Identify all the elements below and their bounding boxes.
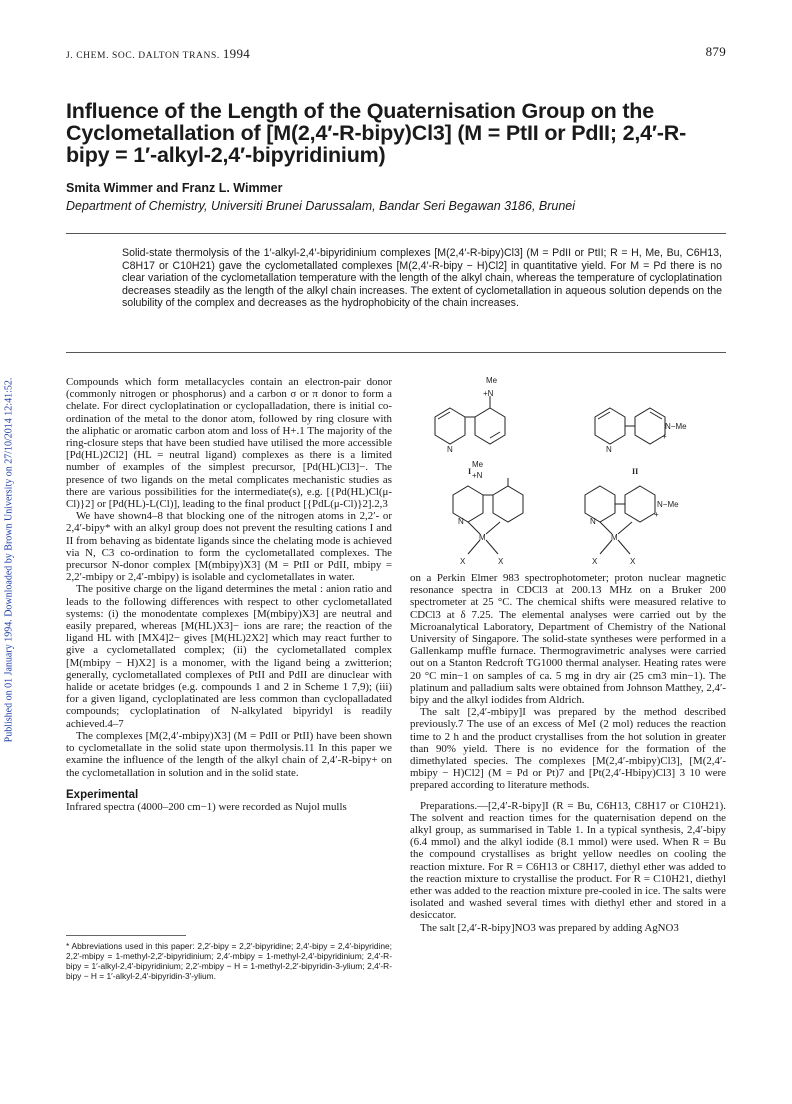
intro-paragraph-2: We have shown4–8 that blocking one of the nitrogen atoms in 2,2′- or 2,4′-bipy* with an alkyl group does not prevent the resulting cations I and II from behaving as bidentate ligands since the chelating mode is achieved via N, C3 co-ordination to form the cyclometallated complexes. The precursor N-donor complex [M(mbipy)X3] (M = PtII or PdII, mbipy = 2,2′-mbipy or 2,4′-mbipy) is isolable and cyclometallates in water. [66,510,392,584]
label-II: II [632,467,639,476]
cm-II-m-label: M [611,533,618,542]
cm-I-x1-label: X [460,557,466,566]
journal-name: J. CHEM. SOC. DALTON TRANS. [66,51,220,61]
journal-year: 1994 [222,46,251,61]
abstract-top-rule [66,233,726,234]
article-title: Influence of the Length of the Quaternisation Group on the Cyclometallation of [M(2,4′-R-bipy)Cl3] (M = PtII or PdII; 2,4′-R-bipy = 1′-alkyl-2,4′-bipyridinium) [66,99,687,167]
II-plus-label: + [662,432,667,441]
cm-II-nme-label: N−Me [657,500,679,509]
cm-II-plus-label: + [654,510,659,519]
affiliation: Department of Chemistry, Universiti Brunei Darussalam, Bandar Seri Begawan 3186, Brunei [66,199,576,213]
I-n-label: N [447,445,453,454]
abstract: Solid-state thermolysis of the 1′-alkyl-2,4′-bipyridinium complexes [M(2,4′-R-bipy)Cl3] (M = PdII or PtII; R = H, Me, Bu, C6H13, C8H17 or C10H21) gave the cyclometallated complexes [M(2,4′-R-bipy − H)Cl2] in quantitative yield. For M = Pd there is no clear variation of the cyclometallation temperature with the length of the alkyl chain, whereas the temperature of cycloplatination decreases steadily as the length of the alkyl chain increases. The extent of cyclometallation in aqueous solution depends on the solubility of the complex and decreases as the hydrophobicity of the chain increases. [122,247,722,309]
cm-I-nplus-label: +N [472,471,483,480]
cm-I-m-label: M [479,533,486,542]
download-sidebar-text[interactable]: Published on 01 January 1994. Downloaded by Brown University on 27/10/2014 12:41:52. [3,377,15,743]
nitrate-paragraph: The salt [2,4′-R-bipy]NO3 was prepared by adding AgNO3 [420,921,679,934]
intro-paragraph-4: The complexes [M(2,4′-mbipy)X3] (M = PdII or PtII) have been shown to cyclometallate in the solid state upon thermolysis.11 In this paper we examine the influence of the length of the alkyl chain of 2,4′-R-bipy+ on the cyclometallation in solution and in the solid state. [66,729,392,779]
running-header [66,46,726,62]
experimental-paragraph-2: on a Perkin Elmer 983 spectrophotometer; proton nuclear magnetic resonance spectra in CDCl3 at 200.13 MHz on a Bruker 200 spectrometer at 25 °C. The chemical shifts were measured relative to CDCl3 at δ 7.25. The elemental analyses were carried out by the Microanalytical Laboratory, Department of Chemistry of the National University of Singapore. The solid-state syntheses were performed in a Gallenkamp muffle furnace. Thermogravimetric analyses were carried out on a Stanton Redcroft TG1000 thermal analyser. Heating rates were 20 °C min−1 on samples of ca. 5 mg in dry air (25 cm3 min−1). The platinum and palladium salts were obtained from Johnson Matthey, 2,4′-bipy and the alkyl iodides from Aldrich. [410,572,726,707]
II-nme-label: N−Me [665,422,687,431]
II-n-label: N [606,445,612,454]
structure-cyclometallated-II [585,486,679,566]
right-column [410,572,726,934]
left-column [66,376,392,813]
cm-I-me-label: Me [472,460,484,469]
cm-II-x2-label: X [630,557,636,566]
cm-II-n-label: N [590,517,596,526]
cm-I-n-label: N [458,517,464,526]
abstract-bottom-rule [66,352,726,353]
experimental-paragraph-1: Infrared spectra (4000–200 cm−1) were recorded as Nujol mulls [66,800,347,813]
download-sidebar[interactable] [0,250,18,870]
I-nplus-label: +N [483,389,494,398]
preparations-paragraph: Preparations.—[2,4′-R-bipy]I (R = Bu, C6H13, C8H17 or C10H21). The solvent and reaction times for the quaternisation depend on the alkyl group, as summarised in Table 1. In a typical synthesis, 2,4′-bipy (6.4 mmol) and the alkyl iodide (8.1 mmol) were used. When R = Bu the compound crystallises as bright yellow needles on cooling the reaction mixture. For R = C6H13 or C8H17, diethyl ether was added to the reaction mixture to crystallise the product. For R = C10H21, diethyl ether was added to the reaction mixture pre-cooled in ice. The salts were isolated and washed several times with diethyl ether and stored in a desiccator. [410,799,726,922]
cm-I-x2-label: X [498,557,504,566]
intro-paragraph-1: Compounds which form metallacycles contain an electron-pair donor (commonly nitrogen or phosphorus) and a carbon σ or π donor to form a chelate. For direct cycloplatination or cyclopalladation, there is initial co-ordination of the metal to the donor atom, followed by ring closure with the aliphatic or aromatic carbon atom and loss of H+.1 The majority of the ring-closure steps that have been studied have utilised the more accessible [Pd(HL)2Cl2] (HL = neutral ligand) complexes as there is a limited number of examples of the simplest precursor, [Pd(HL)Cl3]−. The presence of two ligands on the metal complicates mechanistic studies as there are various possibilities for the intermediate(s), e.g. [{Pd(HL)Cl(μ-Cl)}2] or [Pd(HL)-L(Cl)], leading to the final product [{PdL(μ-Cl)}2].2,3 [66,376,392,511]
footnote-rule [66,935,186,936]
experimental-paragraph-3: The salt [2,4′-mbipy]I was prepared by the method described previously.7 The use of an excess of MeI (2 mol) reduces the reaction time to 2 h and the product crystallises from the hot solution in greater than 90% yield. There is no evidence for the formation of the dimethylated species. The complexes [M(2,4′-mbipy)Cl3], [M(2,4′-mbipy − H)Cl2] (M = Pd or Pt)7 and [Pt(2,4′-Hbipy)Cl3] 3 10 were prepared according to literature methods. [410,706,726,792]
structure-I [435,376,505,476]
page-number: 879 [705,44,726,59]
I-me-label: Me [486,376,498,385]
structures-figure [410,374,726,570]
authors: Smita Wimmer and Franz L. Wimmer [66,181,283,195]
section-heading-experimental: Experimental [66,788,139,801]
structure-cyclometallated-I [453,460,523,566]
cm-II-x1-label: X [592,557,598,566]
structure-II [595,408,687,476]
label-I: I [468,467,472,476]
intro-paragraph-3: The positive charge on the ligand determines the metal : anion ratio and leads to the following differences with respect to other cyclometallated systems: (i) the monodentate complexes [M(mbipy)X3] are neutral and easily prepared, whereas [M(HL)X3]− ions are rare; the reaction of the ligand HL with [MX4]2− gives [M(HL)2X2] which may react further to give a cyclometallated complex; (ii) the cyclometallated complex [M(mbipy − H)X2] is a monomer, with the ligand being a zwitterion; generally, cyclometallated complexes of PtII and PdII are dinuclear with halide or acetate bridges (e.g. compounds 1 and 2 in Scheme 1 7,9); (iii) for a given ligand, cycloplatinated are less common than cyclopalladated compounds; cycloplatination of N-alkylated bipyridyl is readily achieved.4–7 [66,583,392,730]
footnote: * Abbreviations used in this paper: 2,2′-bipy = 2,2′-bipyridine; 2,4′-bipy = 2,4′-bipyridine; 2,2′-mbipy = 1-methyl-2,2′-bipyridinium; 2,4′-mbipy = 1-methyl-2,4′-bipyridinium; 2,4′-R-bipy = 1′-alkyl-2,4′-bipyridinium; 2,2′-mbipy − H = 1-methyl-2,2′-bipyridin-3-ylium; 2,4′-R-bipy − H = 1′-alkyl-2,4′-bipyridin-3′-ylium. [66,941,392,981]
